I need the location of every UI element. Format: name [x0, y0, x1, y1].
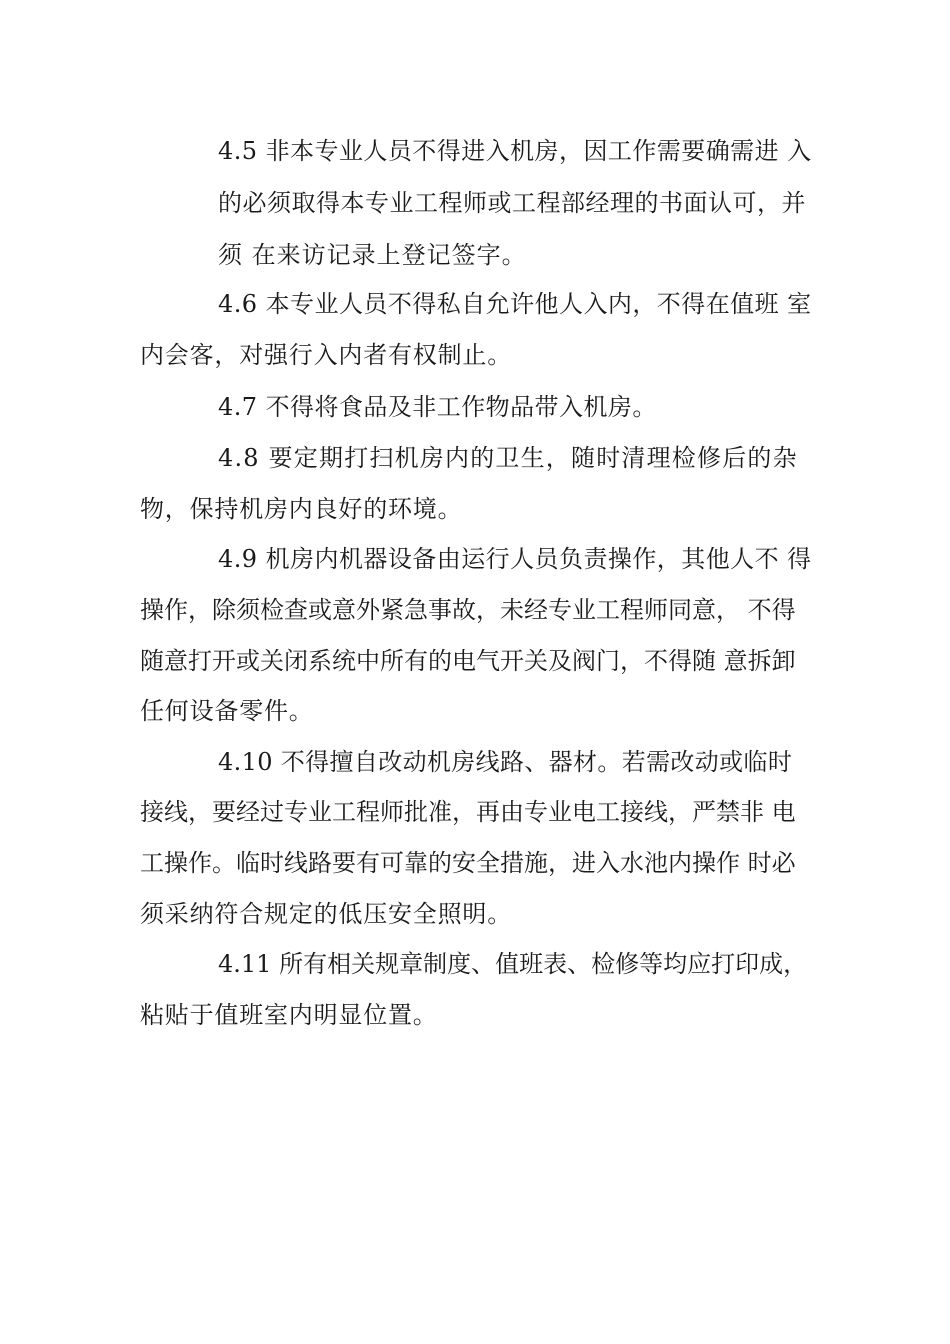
paragraph-4-10-line-2: 接线，要经过专业工程师批准，再由专业电工接线，严禁非 电 — [140, 798, 796, 826]
paragraph-4-8-line-1: 4.8 要定期打扫机房内的卫生，随时清理检修后的杂 — [218, 444, 798, 472]
paragraph-4-9-line-1: 4.9 机房内机器设备由运行人员负责操作，其他人不 得 — [218, 545, 812, 573]
paragraph-4-5-line-1: 4.5 非本专业人员不得进入机房，因工作需要确需进 入 — [218, 137, 812, 165]
paragraph-4-9-line-4: 任何设备零件。 — [140, 697, 314, 725]
paragraph-4-10-line-4: 须采纳符合规定的低压安全照明。 — [140, 900, 512, 928]
paragraph-4-10-line-1: 4.10 不得擅自改动机房线路、器材。若需改动或临时 — [218, 748, 793, 776]
paragraph-4-11-line-1: 4.11 所有相关规章制度、值班表、检修等均应打印成， — [218, 950, 808, 978]
paragraph-4-8-line-2: 物，保持机房内良好的环境。 — [140, 495, 463, 523]
paragraph-4-6-line-1: 4.6 本专业人员不得私自允许他人入内，不得在值班 室 — [218, 290, 812, 318]
paragraph-4-10-line-3: 工操作。临时线路要有可靠的安全措施，进入水池内操作 时必 — [140, 849, 796, 877]
paragraph-4-9-line-3: 随意打开或关闭系统中所有的电气开关及阀门，不得随 意拆卸 — [140, 647, 796, 675]
paragraph-4-7-line-1: 4.7 不得将食品及非工作物品带入机房。 — [218, 393, 657, 421]
paragraph-4-6-line-2: 内会客，对强行入内者有权制止。 — [140, 341, 512, 369]
paragraph-4-11-line-2: 粘贴于值班室内明显位置。 — [140, 1001, 438, 1029]
paragraph-4-9-line-2: 操作，除须检查或意外紧急事故，未经专业工程师同意， 不得 — [140, 596, 796, 624]
paragraph-4-5-line-3: 须 在来访记录上登记签字。 — [218, 241, 527, 269]
paragraph-4-5-line-2: 的必须取得本专业工程师或工程部经理的书面认可，并 — [218, 189, 806, 217]
